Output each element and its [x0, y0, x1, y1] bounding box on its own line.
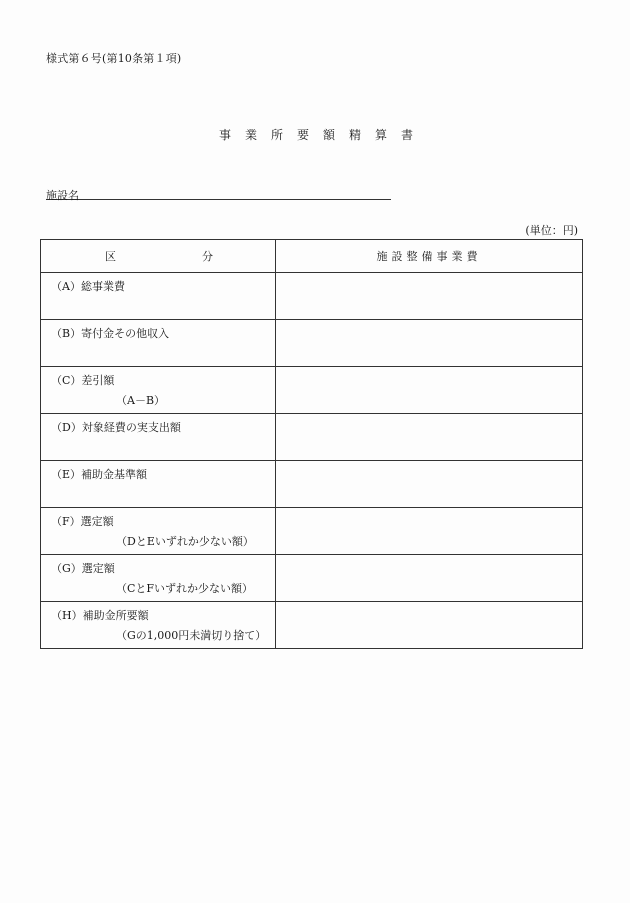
- table-row: [41, 461, 583, 508]
- row-label-cell: [41, 555, 276, 602]
- value-cell[interactable]: [276, 602, 583, 649]
- table-row: [41, 555, 583, 602]
- row-label: （H）補助金所要額: [51, 609, 149, 622]
- table-row: [41, 602, 583, 649]
- row-label-cell: [41, 273, 276, 320]
- row-label-cell: [41, 414, 276, 461]
- row-label: （G）選定額: [51, 562, 115, 575]
- category-header-char-2: 分: [202, 250, 213, 263]
- facility-name-label: 施設名: [46, 189, 79, 202]
- value-cell[interactable]: [276, 508, 583, 555]
- unit-note: (単位：円): [525, 224, 578, 237]
- table-header-row: [41, 240, 583, 273]
- settlement-table: [40, 239, 583, 649]
- row-sublabel: （CとFいずれか少ない額）: [116, 582, 254, 595]
- value-cell[interactable]: [276, 273, 583, 320]
- row-label: （F）選定額: [51, 515, 114, 528]
- row-label-cell: [41, 508, 276, 555]
- value-cell[interactable]: [276, 414, 583, 461]
- table-row: [41, 320, 583, 367]
- value-cell[interactable]: [276, 367, 583, 414]
- row-label: （B）寄付金その他収入: [51, 327, 170, 340]
- row-label: （A）総事業費: [51, 280, 125, 293]
- table-row: [41, 414, 583, 461]
- row-label-cell: [41, 320, 276, 367]
- row-label-cell: [41, 461, 276, 508]
- category-header-char-1: 区: [105, 250, 116, 263]
- facility-name-field[interactable]: [46, 184, 391, 200]
- form-number: 様式第６号(第10条第１項): [46, 52, 182, 65]
- value-cell[interactable]: [276, 320, 583, 367]
- row-sublabel: （A－B）: [116, 394, 166, 407]
- row-label: （D）対象経費の実支出額: [51, 421, 181, 434]
- document-title: 事業所要額精算書: [218, 128, 427, 142]
- table-row: [41, 273, 583, 320]
- row-sublabel: （Gの1,000円未満切り捨て）: [116, 629, 267, 642]
- row-label-cell: [41, 367, 276, 414]
- table-row: [41, 508, 583, 555]
- row-label-cell: [41, 602, 276, 649]
- table-row: [41, 367, 583, 414]
- row-label: （E）補助金基準額: [51, 468, 148, 481]
- value-cell[interactable]: [276, 555, 583, 602]
- value-cell[interactable]: [276, 461, 583, 508]
- row-label: （C）差引額: [51, 374, 115, 387]
- row-sublabel: （DとEいずれか少ない額）: [116, 535, 254, 548]
- category-header: [41, 240, 276, 273]
- facility-cost-header: 施設整備事業費: [276, 240, 583, 273]
